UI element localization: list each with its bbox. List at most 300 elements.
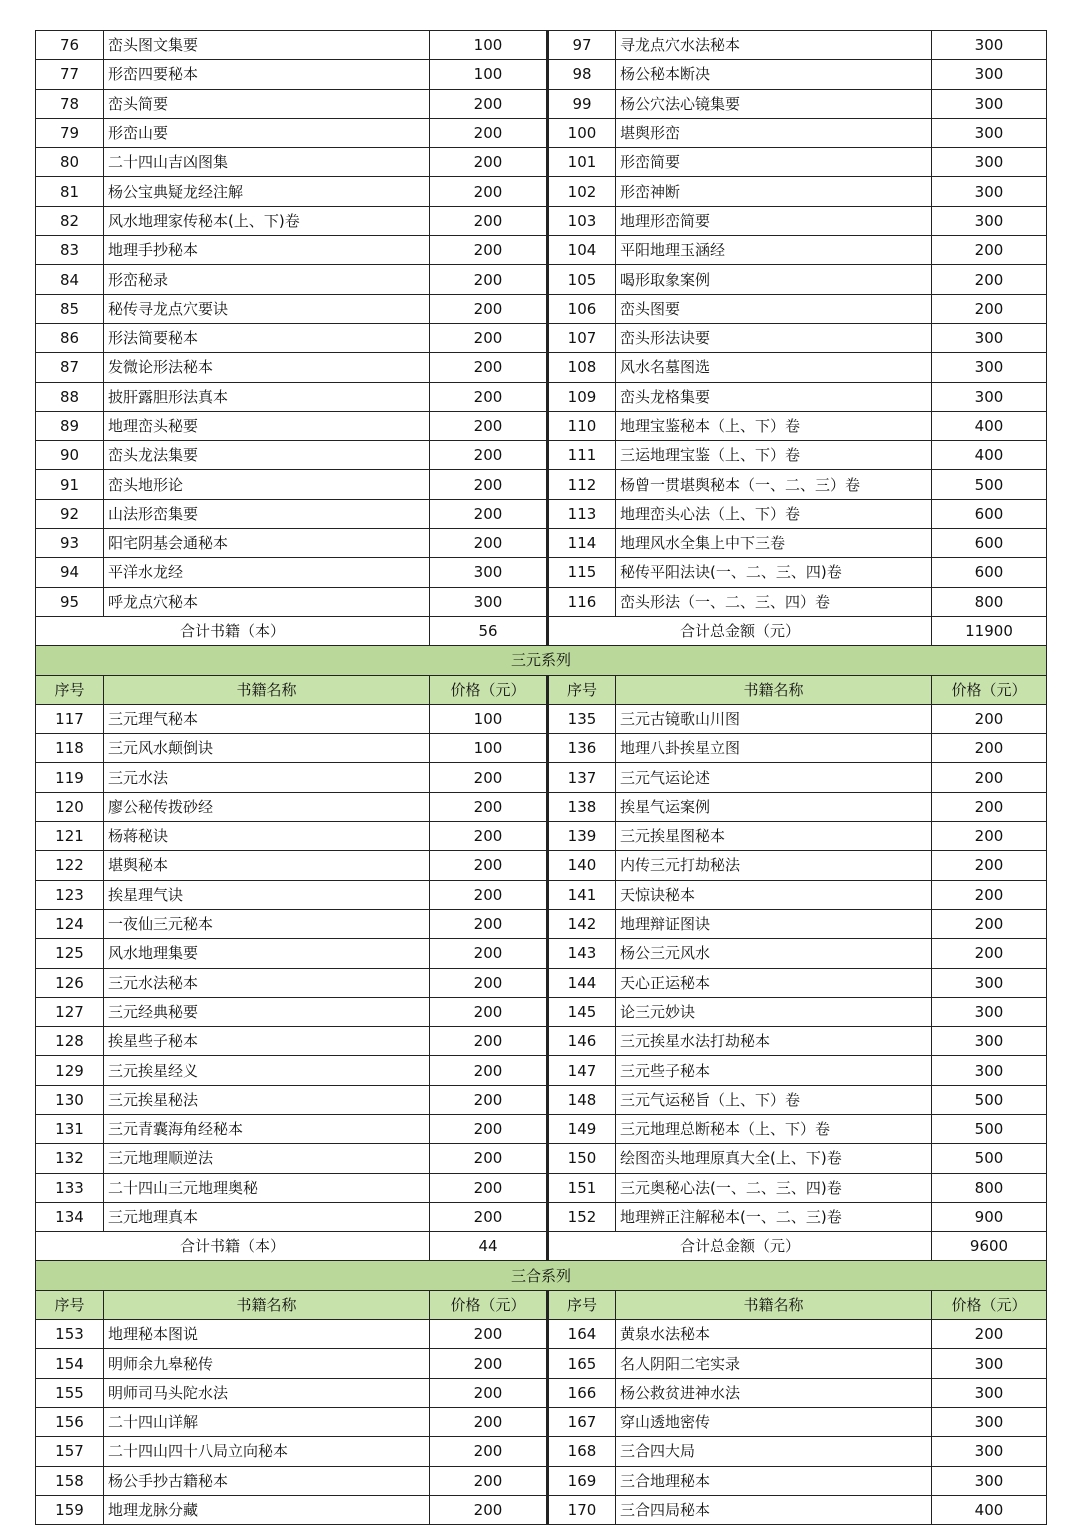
serial-number-cell: 154: [36, 1349, 104, 1378]
serial-number-cell: 121: [36, 822, 104, 851]
price-cell: 300: [932, 177, 1047, 206]
serial-number-cell: 168: [548, 1437, 616, 1466]
table-row: [36, 31, 1047, 60]
serial-number-cell: 85: [36, 294, 104, 323]
serial-number-cell: 155: [36, 1378, 104, 1407]
book-title-cell: 峦头图文集要: [104, 31, 430, 60]
price-cell: 200: [932, 236, 1047, 265]
price-cell: 200: [430, 1378, 548, 1407]
book-title-cell: 三元风水颠倒诀: [104, 734, 430, 763]
price-cell: 200: [430, 763, 548, 792]
serial-number-cell: 76: [36, 31, 104, 60]
price-cell: 200: [430, 1495, 548, 1524]
book-title-cell: 三运地理宝鉴（上、下）卷: [616, 441, 932, 470]
serial-number-cell: 142: [548, 909, 616, 938]
book-title-cell: 地理峦头秘要: [104, 411, 430, 440]
book-title-cell: 喝形取象案例: [616, 265, 932, 294]
table-row: [36, 1114, 1047, 1143]
serial-number-cell: 137: [548, 763, 616, 792]
book-title-cell: 地理辩证图诀: [616, 909, 932, 938]
price-cell: 200: [430, 968, 548, 997]
price-cell: 200: [430, 851, 548, 880]
serial-number-cell: 169: [548, 1466, 616, 1495]
serial-number-cell: 87: [36, 353, 104, 382]
book-title-cell: 挨星气运案例: [616, 792, 932, 821]
price-cell: 100: [430, 704, 548, 733]
price-cell: 200: [430, 206, 548, 235]
price-cell: 200: [430, 997, 548, 1026]
book-title-cell: 穿山透地密传: [616, 1407, 932, 1436]
table-row: [36, 851, 1047, 880]
serial-number-cell: 90: [36, 441, 104, 470]
serial-number-cell: 81: [36, 177, 104, 206]
book-title-cell: 内传三元打劫秘法: [616, 851, 932, 880]
book-title-cell: 三元些子秘本: [616, 1056, 932, 1085]
book-title-cell: 三元气运秘旨（上、下）卷: [616, 1085, 932, 1114]
table-row: [36, 118, 1047, 147]
book-title-cell: 三元古镜歌山川图: [616, 704, 932, 733]
price-cell: 200: [430, 382, 548, 411]
book-title-cell: 堪舆形峦: [616, 118, 932, 147]
price-cell: 600: [932, 499, 1047, 528]
book-title-cell: 地理手抄秘本: [104, 236, 430, 265]
book-title-cell: 平阳地理玉涵经: [616, 236, 932, 265]
price-cell: 500: [932, 1114, 1047, 1143]
column-header: 序号: [36, 1290, 104, 1319]
book-title-cell: 阳宅阴基会通秘本: [104, 529, 430, 558]
price-cell: 100: [430, 734, 548, 763]
table-row: [36, 323, 1047, 352]
price-cell: 400: [932, 441, 1047, 470]
book-title-cell: 挨星些子秘本: [104, 1027, 430, 1056]
table-row: [36, 529, 1047, 558]
serial-number-cell: 159: [36, 1495, 104, 1524]
price-cell: 600: [932, 529, 1047, 558]
table-row: [36, 1027, 1047, 1056]
serial-number-cell: 88: [36, 382, 104, 411]
serial-number-cell: 131: [36, 1114, 104, 1143]
price-cell: 200: [430, 353, 548, 382]
serial-number-cell: 145: [548, 997, 616, 1026]
price-cell: 500: [932, 1085, 1047, 1114]
serial-number-cell: 170: [548, 1495, 616, 1524]
price-cell: 200: [932, 1320, 1047, 1349]
table-row: [36, 704, 1047, 733]
book-title-cell: 形法简要秘本: [104, 323, 430, 352]
book-title-cell: 三元水法: [104, 763, 430, 792]
book-title-cell: 论三元妙诀: [616, 997, 932, 1026]
book-title-cell: 地理辨正注解秘本(一、二、三)卷: [616, 1202, 932, 1231]
book-title-cell: 三合四大局: [616, 1437, 932, 1466]
book-title-cell: 三元地理顺逆法: [104, 1144, 430, 1173]
serial-number-cell: 95: [36, 587, 104, 616]
book-title-cell: 三元地理总断秘本（上、下）卷: [616, 1114, 932, 1143]
serial-number-cell: 77: [36, 60, 104, 89]
book-title-cell: 堪舆秘本: [104, 851, 430, 880]
book-title-cell: 一夜仙三元秘本: [104, 909, 430, 938]
total-amount-label: 合计总金额（元）: [548, 616, 932, 645]
total-amount-label: 合计总金额（元）: [548, 1232, 932, 1261]
book-title-cell: 天惊诀秘本: [616, 880, 932, 909]
serial-number-cell: 83: [36, 236, 104, 265]
price-cell: 400: [932, 411, 1047, 440]
book-title-cell: 明师余九皋秘传: [104, 1349, 430, 1378]
serial-number-cell: 106: [548, 294, 616, 323]
price-cell: 200: [430, 1056, 548, 1085]
book-title-cell: 天心正运秘本: [616, 968, 932, 997]
column-header: 序号: [548, 675, 616, 704]
book-title-cell: 三元挨星图秘本: [616, 822, 932, 851]
table-row: [36, 587, 1047, 616]
price-cell: 300: [430, 587, 548, 616]
book-title-cell: 杨曾一贯堪舆秘本（一、二、三）卷: [616, 470, 932, 499]
table-row: [36, 968, 1047, 997]
serial-number-cell: 122: [36, 851, 104, 880]
table-row: [36, 1466, 1047, 1495]
serial-number-cell: 150: [548, 1144, 616, 1173]
price-cell: 200: [430, 118, 548, 147]
book-title-cell: 三合四局秘本: [616, 1495, 932, 1524]
price-cell: 200: [430, 880, 548, 909]
table-row: [36, 1144, 1047, 1173]
serial-number-cell: 94: [36, 558, 104, 587]
section-title-row: [36, 646, 1047, 675]
price-cell: 200: [430, 1349, 548, 1378]
price-cell: 300: [932, 353, 1047, 382]
total-row: [36, 616, 1047, 645]
book-title-cell: 杨公救贫进神水法: [616, 1378, 932, 1407]
book-title-cell: 三元挨星经义: [104, 1056, 430, 1085]
price-cell: 100: [430, 60, 548, 89]
price-cell: 200: [932, 880, 1047, 909]
book-title-cell: 三元气运论述: [616, 763, 932, 792]
price-cell: 200: [430, 265, 548, 294]
table-row: [36, 1407, 1047, 1436]
table-row: [36, 1320, 1047, 1349]
price-table: [35, 30, 1047, 1525]
price-cell: 300: [932, 1407, 1047, 1436]
price-cell: 200: [430, 1114, 548, 1143]
price-cell: 200: [430, 148, 548, 177]
price-cell: 300: [932, 1056, 1047, 1085]
book-title-cell: 峦头龙格集要: [616, 382, 932, 411]
serial-number-cell: 133: [36, 1173, 104, 1202]
book-price-list: [35, 30, 1046, 1525]
column-header: 书籍名称: [616, 675, 932, 704]
column-header: 价格（元）: [430, 1290, 548, 1319]
table-row: [36, 294, 1047, 323]
serial-number-cell: 127: [36, 997, 104, 1026]
price-cell: 600: [932, 558, 1047, 587]
book-title-cell: 三元经典秘要: [104, 997, 430, 1026]
serial-number-cell: 140: [548, 851, 616, 880]
column-header: 序号: [548, 1290, 616, 1319]
book-title-cell: 风水名墓图选: [616, 353, 932, 382]
table-row: [36, 265, 1047, 294]
total-books-label: 合计书籍（本）: [36, 1232, 430, 1261]
serial-number-cell: 108: [548, 353, 616, 382]
serial-number-cell: 138: [548, 792, 616, 821]
serial-number-cell: 99: [548, 89, 616, 118]
book-title-cell: 发微论形法秘本: [104, 353, 430, 382]
price-cell: 200: [430, 1173, 548, 1202]
serial-number-cell: 105: [548, 265, 616, 294]
book-title-cell: 峦头图要: [616, 294, 932, 323]
serial-number-cell: 120: [36, 792, 104, 821]
table-row: [36, 1378, 1047, 1407]
serial-number-cell: 128: [36, 1027, 104, 1056]
book-title-cell: 杨公三元风水: [616, 939, 932, 968]
table-row: [36, 1085, 1047, 1114]
price-cell: 900: [932, 1202, 1047, 1231]
book-title-cell: 山法形峦集要: [104, 499, 430, 528]
table-row: [36, 763, 1047, 792]
column-header: 序号: [36, 675, 104, 704]
section-title: 三元系列: [36, 646, 1047, 675]
column-header: 价格（元）: [430, 675, 548, 704]
book-title-cell: 秘传寻龙点穴要诀: [104, 294, 430, 323]
table-row: [36, 177, 1047, 206]
price-cell: 200: [430, 909, 548, 938]
serial-number-cell: 111: [548, 441, 616, 470]
price-cell: 300: [932, 323, 1047, 352]
serial-number-cell: 152: [548, 1202, 616, 1231]
book-title-cell: 呼龙点穴秘本: [104, 587, 430, 616]
serial-number-cell: 110: [548, 411, 616, 440]
price-cell: 200: [430, 177, 548, 206]
table-row: [36, 997, 1047, 1026]
book-title-cell: 廖公秘传拨砂经: [104, 792, 430, 821]
table-row: [36, 1437, 1047, 1466]
serial-number-cell: 132: [36, 1144, 104, 1173]
table-row: [36, 822, 1047, 851]
price-cell: 500: [932, 1144, 1047, 1173]
serial-number-cell: 119: [36, 763, 104, 792]
book-title-cell: 三元奥秘心法(一、二、三、四)卷: [616, 1173, 932, 1202]
table-row: [36, 939, 1047, 968]
total-row: [36, 1232, 1047, 1261]
serial-number-cell: 165: [548, 1349, 616, 1378]
serial-number-cell: 84: [36, 265, 104, 294]
book-title-cell: 形峦秘录: [104, 265, 430, 294]
table-row: [36, 60, 1047, 89]
section-title: 三合系列: [36, 1261, 1047, 1290]
table-row: [36, 499, 1047, 528]
serial-number-cell: 157: [36, 1437, 104, 1466]
price-cell: 300: [932, 1378, 1047, 1407]
serial-number-cell: 89: [36, 411, 104, 440]
price-cell: 200: [932, 792, 1047, 821]
table-row: [36, 206, 1047, 235]
book-title-cell: 杨公宝典疑龙经注解: [104, 177, 430, 206]
column-header: 书籍名称: [104, 1290, 430, 1319]
book-title-cell: 杨公手抄古籍秘本: [104, 1466, 430, 1495]
book-title-cell: 风水地理集要: [104, 939, 430, 968]
table-row: [36, 470, 1047, 499]
price-cell: 300: [932, 382, 1047, 411]
book-title-cell: 二十四山详解: [104, 1407, 430, 1436]
book-title-cell: 形峦山要: [104, 118, 430, 147]
serial-number-cell: 97: [548, 31, 616, 60]
serial-number-cell: 129: [36, 1056, 104, 1085]
price-cell: 200: [932, 851, 1047, 880]
price-cell: 200: [430, 1320, 548, 1349]
book-title-cell: 二十四山吉凶图集: [104, 148, 430, 177]
serial-number-cell: 143: [548, 939, 616, 968]
serial-number-cell: 136: [548, 734, 616, 763]
serial-number-cell: 116: [548, 587, 616, 616]
serial-number-cell: 79: [36, 118, 104, 147]
serial-number-cell: 144: [548, 968, 616, 997]
price-cell: 200: [430, 822, 548, 851]
book-title-cell: 峦头简要: [104, 89, 430, 118]
table-row: [36, 236, 1047, 265]
price-cell: 300: [932, 1027, 1047, 1056]
table-row: [36, 353, 1047, 382]
total-amount-value: 9600: [932, 1232, 1047, 1261]
price-cell: 100: [430, 31, 548, 60]
serial-number-cell: 80: [36, 148, 104, 177]
total-books-label: 合计书籍（本）: [36, 616, 430, 645]
serial-number-cell: 86: [36, 323, 104, 352]
price-cell: 200: [932, 734, 1047, 763]
price-cell: 500: [932, 470, 1047, 499]
book-title-cell: 二十四山三元地理奥秘: [104, 1173, 430, 1202]
book-title-cell: 地理八卦挨星立图: [616, 734, 932, 763]
book-title-cell: 地理龙脉分藏: [104, 1495, 430, 1524]
book-title-cell: 三元水法秘本: [104, 968, 430, 997]
price-cell: 200: [932, 294, 1047, 323]
price-cell: 200: [430, 1466, 548, 1495]
book-title-cell: 形峦四要秘本: [104, 60, 430, 89]
serial-number-cell: 149: [548, 1114, 616, 1143]
total-books-value: 44: [430, 1232, 548, 1261]
book-title-cell: 三元地理真本: [104, 1202, 430, 1231]
serial-number-cell: 135: [548, 704, 616, 733]
price-cell: 300: [932, 31, 1047, 60]
price-cell: 200: [430, 792, 548, 821]
price-cell: 300: [932, 89, 1047, 118]
column-header-row: [36, 675, 1047, 704]
book-title-cell: 黄泉水法秘本: [616, 1320, 932, 1349]
section-title-row: [36, 1261, 1047, 1290]
price-cell: 300: [932, 1437, 1047, 1466]
book-title-cell: 峦头形法诀要: [616, 323, 932, 352]
price-cell: 300: [932, 60, 1047, 89]
book-title-cell: 峦头形法（一、二、三、四）卷: [616, 587, 932, 616]
table-row: [36, 148, 1047, 177]
table-row: [36, 1202, 1047, 1231]
table-row: [36, 880, 1047, 909]
book-title-cell: 峦头龙法集要: [104, 441, 430, 470]
serial-number-cell: 167: [548, 1407, 616, 1436]
serial-number-cell: 100: [548, 118, 616, 147]
serial-number-cell: 147: [548, 1056, 616, 1085]
price-cell: 300: [932, 148, 1047, 177]
price-cell: 200: [430, 1085, 548, 1114]
book-title-cell: 三元理气秘本: [104, 704, 430, 733]
table-row: [36, 1495, 1047, 1524]
serial-number-cell: 103: [548, 206, 616, 235]
price-cell: 300: [932, 997, 1047, 1026]
book-title-cell: 地理形峦简要: [616, 206, 932, 235]
price-cell: 800: [932, 1173, 1047, 1202]
book-title-cell: 三元挨星水法打劫秘本: [616, 1027, 932, 1056]
book-title-cell: 平洋水龙经: [104, 558, 430, 587]
book-title-cell: 杨蒋秘诀: [104, 822, 430, 851]
price-cell: 300: [932, 968, 1047, 997]
price-cell: 200: [430, 323, 548, 352]
serial-number-cell: 109: [548, 382, 616, 411]
book-title-cell: 绘图峦头地理原真大全(上、下)卷: [616, 1144, 932, 1173]
book-title-cell: 地理宝鉴秘本（上、下）卷: [616, 411, 932, 440]
table-row: [36, 1349, 1047, 1378]
serial-number-cell: 78: [36, 89, 104, 118]
price-cell: 200: [430, 499, 548, 528]
column-header-row: [36, 1290, 1047, 1319]
price-cell: 200: [430, 1202, 548, 1231]
price-cell: 200: [430, 470, 548, 499]
book-title-cell: 地理峦头心法（上、下）卷: [616, 499, 932, 528]
book-title-cell: 明师司马头陀水法: [104, 1378, 430, 1407]
book-title-cell: 地理风水全集上中下三卷: [616, 529, 932, 558]
book-title-cell: 形峦简要: [616, 148, 932, 177]
serial-number-cell: 164: [548, 1320, 616, 1349]
table-row: [36, 734, 1047, 763]
serial-number-cell: 93: [36, 529, 104, 558]
price-cell: 200: [430, 236, 548, 265]
price-cell: 200: [430, 89, 548, 118]
price-cell: 200: [430, 441, 548, 470]
price-cell: 200: [932, 763, 1047, 792]
book-title-cell: 杨公秘本断决: [616, 60, 932, 89]
book-title-cell: 杨公穴法心镜集要: [616, 89, 932, 118]
book-title-cell: 峦头地形论: [104, 470, 430, 499]
serial-number-cell: 125: [36, 939, 104, 968]
serial-number-cell: 82: [36, 206, 104, 235]
price-cell: 300: [932, 206, 1047, 235]
total-amount-value: 11900: [932, 616, 1047, 645]
price-cell: 200: [932, 939, 1047, 968]
serial-number-cell: 134: [36, 1202, 104, 1231]
book-title-cell: 三元挨星秘法: [104, 1085, 430, 1114]
serial-number-cell: 98: [548, 60, 616, 89]
table-row: [36, 1173, 1047, 1202]
price-cell: 200: [430, 939, 548, 968]
serial-number-cell: 148: [548, 1085, 616, 1114]
serial-number-cell: 114: [548, 529, 616, 558]
serial-number-cell: 166: [548, 1378, 616, 1407]
book-title-cell: 风水地理家传秘本(上、下)卷: [104, 206, 430, 235]
price-cell: 200: [430, 1027, 548, 1056]
price-cell: 200: [932, 822, 1047, 851]
book-title-cell: 形峦神断: [616, 177, 932, 206]
table-row: [36, 411, 1047, 440]
book-title-cell: 地理秘本图说: [104, 1320, 430, 1349]
book-title-cell: 秘传平阳法诀(一、二、三、四)卷: [616, 558, 932, 587]
serial-number-cell: 101: [548, 148, 616, 177]
serial-number-cell: 104: [548, 236, 616, 265]
price-cell: 200: [430, 294, 548, 323]
table-row: [36, 1056, 1047, 1085]
table-row: [36, 382, 1047, 411]
price-cell: 200: [430, 411, 548, 440]
price-cell: 200: [932, 909, 1047, 938]
serial-number-cell: 146: [548, 1027, 616, 1056]
book-title-cell: 三元青囊海角经秘本: [104, 1114, 430, 1143]
serial-number-cell: 117: [36, 704, 104, 733]
table-row: [36, 792, 1047, 821]
